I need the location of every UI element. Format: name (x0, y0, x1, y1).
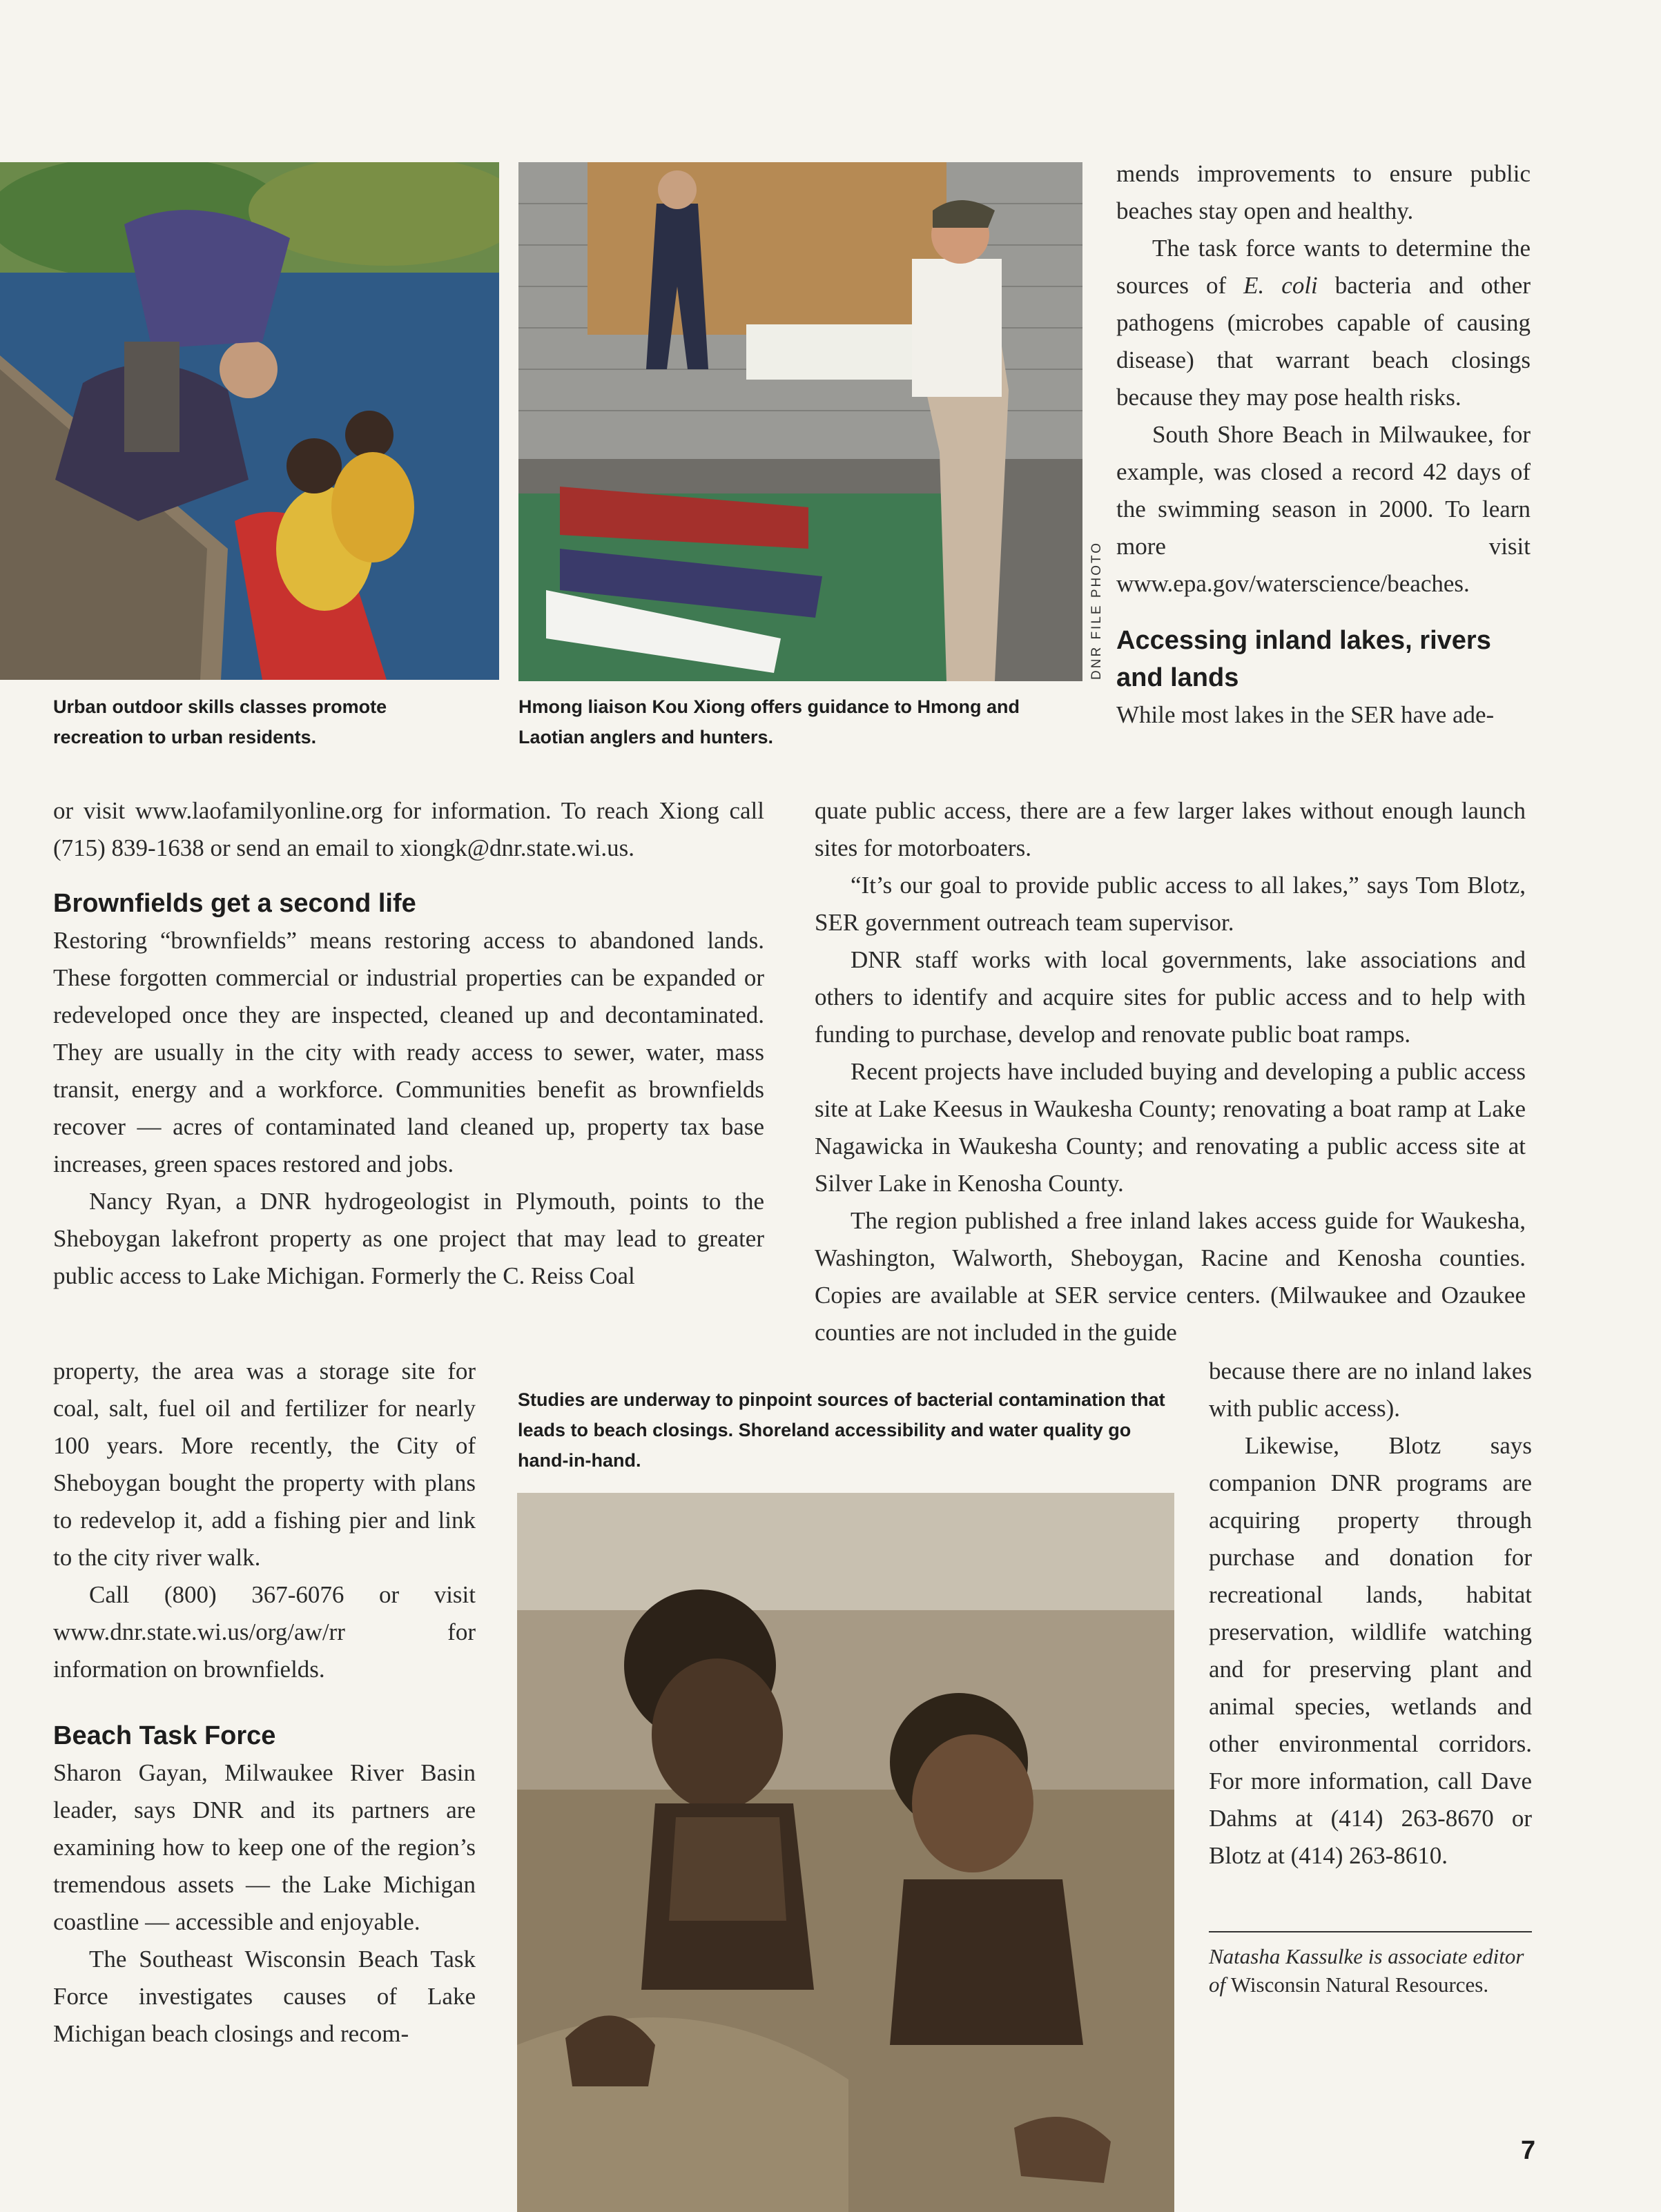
author-byline (1209, 1942, 1533, 1999)
heading-brownfields: Brownfields get a second life (53, 889, 416, 918)
paragraph-beach-1: Sharon Gayan, Milwaukee River Basin leader, says DNR and its partners are examining how to keep one of the region’s tremendous assets — the Lake Michigan coastline — accessible and enjoyable. (53, 1759, 476, 1935)
paragraph-brownfields-3: Call (800) 367-6076 or visit www.dnr.state.wi.us/org/aw/rr for information on brownfields. (53, 1581, 476, 1683)
paragraph-brownfields-2b: property, the area was a storage site for coal, salt, fuel oil and fertilizer for nearly 100 years. More recently, the City of Sheboygan bought the property with plans to redevelop it, add a fishing pier and link to the city river walk. (53, 1358, 476, 1571)
byline-rule (1209, 1931, 1532, 1932)
column-top-right (1116, 155, 1531, 734)
paragraph-access-cont: quate public access, there are a few larger lakes without enough launch sites for motorboaters. (815, 797, 1526, 861)
paragraph-contact-xiong: or visit www.laofamilyonline.org for information. To reach Xiong call (715) 839-1638 or send an email to xiongk@dnr.state.wi.us. (53, 797, 764, 861)
column-left-upper (53, 792, 764, 1295)
paragraph-guide-cont: because there are no inland lakes with public access). (1209, 1358, 1532, 1422)
ecoli-term: E. coli (1243, 272, 1318, 299)
paragraph-blotz-quote: “It’s our goal to provide public access to all lakes,” says Tom Blotz, SER government outreach team supervisor. (815, 872, 1526, 936)
byline-text: Natasha Kassulke is associate editor of (1209, 1944, 1524, 1997)
ecoli-text-pre: The task force wants to determine the sources of (1116, 235, 1531, 299)
ecoli-text-post: bacteria and other pathogens (microbes capable of causing disease) that warrant beach closings because they may pose health risks. (1116, 272, 1531, 411)
paragraph-recent-projects: Recent projects have included buying and developing a public access site at Lake Keesus in Waukesha County; renovating a boat ramp at Lake Nagawicka in Waukesha County; and renovating a public access site at Silver Lake in Kenosha County. (815, 1058, 1526, 1197)
paragraph-access-start: While most lakes in the SER have ade- (1116, 701, 1495, 728)
paragraph-companion-programs: Likewise, Blotz says companion DNR programs are acquiring property through purchase and donation for recreational lands, habitat preservation, wildlife watching and for preserving plant and animal species, wetlands and other environmental corridors. For more information, call Dave Dahms at (414) 263-8670 or Blotz at (414) 263-8610. (1209, 1432, 1532, 1869)
column-left-lower (53, 1353, 476, 2053)
paragraph-access-guide: The region published a free inland lakes access guide for Waukesha, Washington, Walworth, Sheboygan, Racine and Kenosha counties. Copies are available at SER service centers. (Milwaukee and Ozaukee counties are not included in the guide (815, 1207, 1526, 1346)
paragraph-beach-2: The Southeast Wisconsin Beach Task Force investigates causes of Lake Michigan beach closings and recom- (53, 1946, 476, 2047)
page-number: 7 (1521, 2136, 1536, 2165)
heading-beach-task-force: Beach Task Force (53, 1721, 276, 1750)
photo-urban-outdoor-skills (0, 162, 499, 680)
column-middle (815, 792, 1526, 1351)
photo2-caption: Hmong liaison Kou Xiong offers guidance to Hmong and Laotian anglers and hunters. (518, 696, 1020, 747)
photo1-caption: Urban outdoor skills classes promote recreation to urban residents. (53, 696, 387, 747)
byline-publication: Wisconsin Natural Resources. (1230, 1973, 1489, 1997)
photo-hmong-liaison (518, 162, 1082, 681)
photo2-credit: DNR FILE PHOTO (1089, 540, 1104, 680)
paragraph-beach-improvements: mends improvements to ensure public beaches stay open and healthy. (1116, 160, 1531, 224)
paragraph-ecoli (1116, 230, 1531, 416)
photo-beach-children (517, 1493, 1174, 2212)
column-bottom-right (1209, 1353, 1532, 1875)
paragraph-brownfields-1: Restoring “brownfields” means restoring access to abandoned lands. These forgotten commercial or industrial properties can be expanded or redeveloped once they are inspected, cleaned up and decontaminated. They are usually in the city with ready access to sewer, water, mass transit, energy and a workforce. Communities benefit as brownfields recover — acres of contaminated land cleaned up, property tax base increases, green spaces restored and jobs. (53, 927, 764, 1177)
paragraph-brownfields-2a: Nancy Ryan, a DNR hydrogeologist in Plymouth, points to the Sheboygan lakefront property as one project that may lead to greater public access to Lake Michigan. Formerly the C. Reiss Coal (53, 1188, 764, 1289)
heading-accessing-inland-lakes: Accessing inland lakes, rivers and lands (1116, 626, 1491, 692)
paragraph-dnr-staff: DNR staff works with local governments, lake associations and others to identify and acquire sites for public access and to help with funding to purchase, develop and renovate public boat ramps. (815, 946, 1526, 1048)
photo3-caption: Studies are underway to pinpoint sources of bacterial contamination that leads to beach closings. Shoreland accessibility and water quality go hand-in-hand. (518, 1389, 1165, 1471)
paragraph-south-shore: South Shore Beach in Milwaukee, for example, was closed a record 42 days of the swimming season in 2000. To learn more visit www.epa.gov/waterscience/beaches. (1116, 421, 1531, 597)
